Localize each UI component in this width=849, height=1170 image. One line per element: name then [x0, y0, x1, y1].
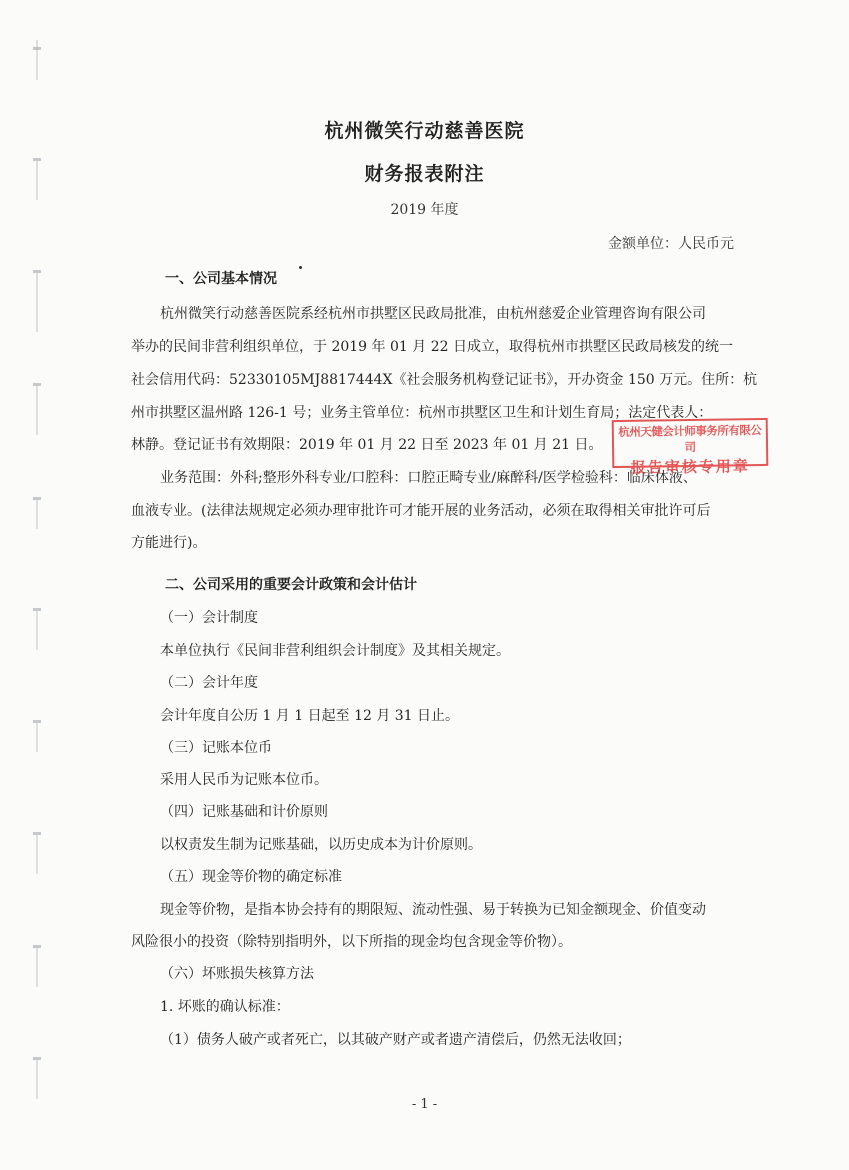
section-1-line: 社会信用代码：52330105MJ8817444X《社会服务机构登记证书》，开办资金 150 万元。住所：杭	[131, 372, 758, 388]
scan-edge-mark	[36, 834, 38, 874]
scan-edge-mark	[36, 1059, 38, 1099]
cash-equivalent-line: 风险很小的投资（除特别指明外，以下所指的现金均包含现金等价物）。	[131, 934, 572, 950]
report-year: 2019 年度	[390, 202, 459, 218]
scan-edge-mark	[36, 385, 38, 435]
audit-seal-stamp	[612, 418, 769, 477]
section-2-heading: 二、公司采用的重要会计政策和会计估计	[165, 577, 417, 593]
stamp-line-2: 报告审核专用章	[630, 457, 750, 477]
subsection-heading: （一）会计制度	[160, 610, 258, 626]
scan-edge-mark	[36, 610, 38, 650]
business-scope-line: 业务范围：外科;整形外科专业/口腔科：口腔正畸专业/麻醉科/医学检验科：临床体液、	[160, 470, 697, 486]
subsection-text: 1. 坏账的确认标准：	[160, 999, 290, 1015]
subsection-heading: （二）会计年度	[160, 675, 258, 691]
subsection-heading: （三）记账本位币	[160, 740, 272, 756]
scan-edge-mark	[33, 47, 41, 50]
subsection-heading: （五）现金等价物的确定标准	[160, 869, 342, 885]
section-1-line: 州市拱墅区温州路 126-1 号；业务主管单位：杭州市拱墅区卫生和计划生育局；法定代表人：	[131, 405, 713, 421]
subsection-text: 本单位执行《民间非营利组织会计制度》及其相关规定。	[160, 643, 510, 659]
scan-edge-mark	[36, 499, 38, 529]
scan-edge-mark	[36, 947, 38, 987]
cash-equivalent-line: 现金等价物，是指本协会持有的期限短、流动性强、易于转换为已知金额现金、价值变动	[160, 902, 706, 918]
section-1-line: 林静。登记证书有效期限：2019 年 01 月 22 日至 2023 年 01 月 21 日。	[131, 437, 603, 453]
subsection-heading: （四）记账基础和计价原则	[160, 804, 328, 820]
business-scope-line: 血液专业。(法律法规规定必须办理审批许可才能开展的业务活动，必须在取得相关审批许可后	[131, 503, 711, 519]
subsection-text: （1）债务人破产或者死亡，以其破产财产或者遗产清偿后，仍然无法收回；	[160, 1032, 631, 1048]
subsection-text: 会计年度自公历 1 月 1 日起至 12 月 31 日止。	[160, 708, 460, 724]
subsection-heading: （六）坏账损失核算方法	[160, 966, 314, 982]
scan-dot	[299, 266, 302, 269]
org-title: 杭州微笑行动慈善医院	[324, 120, 525, 142]
currency-unit: 金额单位：人民币元	[608, 236, 734, 252]
doc-title: 财务报表附注	[364, 163, 485, 185]
page-number: - 1 -	[411, 1097, 438, 1112]
scan-edge-mark	[36, 272, 38, 332]
subsection-text: 以权责发生制为记账基础，以历史成本为计价原则。	[160, 837, 482, 853]
section-1-line: 杭州微笑行动慈善医院系经杭州市拱墅区民政局批准，由杭州慈爱企业管理咨询有限公司	[160, 306, 706, 322]
business-scope-line: 方能进行)。	[131, 535, 207, 551]
section-1-line: 举办的民间非营利组织单位，于 2019 年 01 月 22 日成立，取得杭州市拱墅区民政局核发的统一	[131, 339, 733, 355]
scan-edge-mark	[36, 722, 38, 752]
scan-edge-mark	[36, 40, 38, 80]
subsection-text: 采用人民币为记账本位币。	[160, 772, 328, 788]
stamp-line-1: 杭州天健会计师事务所有限公司	[618, 423, 762, 455]
section-1-heading: 一、公司基本情况	[165, 271, 277, 287]
